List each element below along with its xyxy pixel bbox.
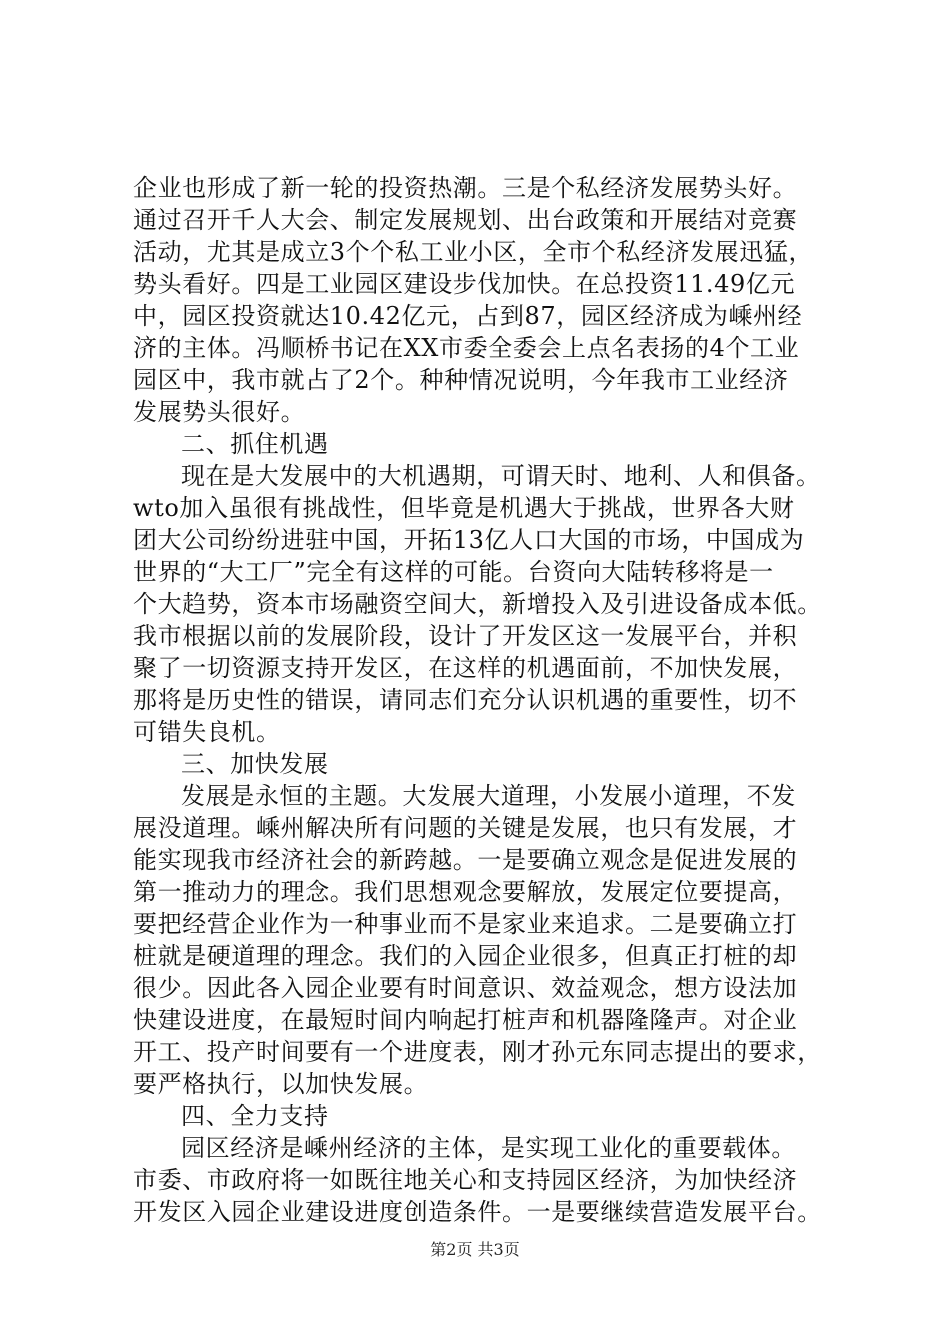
text-line: 团大公司纷纷进驻中国，开拓13亿人口大国的市场，中国成为 [133, 526, 805, 554]
text-line: 市委、市政府将一如既往地关心和支持园区经济，为加快经济 [133, 1166, 798, 1194]
text-line: 很少。因此各入园企业要有时间意识、效益观念，想方设法加 [133, 974, 798, 1002]
text-line: 个大趋势，资本市场融资空间大，新增投入及引进设备成本低。 [133, 590, 822, 618]
text-line: wto加入虽很有挑战性，但毕竟是机遇大于挑战，世界各大财 [133, 494, 795, 522]
text-line: 二、抓住机遇 [181, 430, 329, 458]
text-line: 世界的“大工厂”完全有这样的可能。台资向大陆转移将是一 [133, 558, 774, 586]
text-line: 第一推动力的理念。我们思想观念要解放，发展定位要提高， [133, 878, 798, 906]
page-footer: 第2页 共3页 [430, 1240, 520, 1259]
text-line: 开工、投产时间要有一个进度表，刚才孙元东同志提出的要求， [133, 1038, 822, 1066]
text-line: 发展是永恒的主题。大发展大道理，小发展小道理，不发 [181, 782, 796, 810]
text-line: 我市根据以前的发展阶段，设计了开发区这一发展平台，并积 [133, 622, 798, 650]
text-line: 展没道理。嵊州解决所有问题的关键是发展，也只有发展，才 [133, 814, 798, 842]
text-line: 通过召开千人大会、制定发展规划、出台政策和开展结对竞赛 [133, 206, 798, 234]
text-line: 可错失良机。 [133, 718, 281, 746]
text-line: 势头看好。四是工业园区建设步伐加快。在总投资11.49亿元 [133, 270, 796, 298]
text-line: 中，园区投资就达10.42亿元，占到87，园区经济成为嵊州经 [133, 302, 803, 330]
text-line: 三、加快发展 [181, 750, 329, 778]
document-body [133, 172, 829, 1228]
text-line: 要把经营企业作为一种事业而不是家业来追求。二是要确立打 [133, 910, 798, 938]
text-line: 开发区入园企业建设进度创造条件。一是要继续营造发展平台。 [133, 1198, 822, 1226]
text-line: 四、全力支持 [181, 1102, 329, 1130]
text-line: 那将是历史性的错误，请同志们充分认识机遇的重要性，切不 [133, 686, 798, 714]
text-line: 现在是大发展中的大机遇期，可谓天时、地利、人和俱备。 [181, 462, 821, 490]
text-line: 要严格执行，以加快发展。 [133, 1070, 429, 1098]
text-line: 济的主体。冯顺桥书记在XX市委全委会上点名表扬的4个工业 [133, 334, 800, 362]
text-line: 活动，尤其是成立3个个私工业小区，全市个私经济发展迅猛， [133, 238, 814, 266]
text-line: 园区中，我市就占了2个。种种情况说明，今年我市工业经济 [133, 366, 789, 394]
text-line: 发展势头很好。 [133, 398, 306, 426]
text-line: 桩就是硬道理的理念。我们的入园企业很多，但真正打桩的却 [133, 942, 798, 970]
text-line: 企业也形成了新一轮的投资热潮。三是个私经济发展势头好。 [133, 174, 798, 202]
text-line: 快建设进度，在最短时间内响起打桩声和机器隆隆声。对企业 [133, 1006, 798, 1034]
text-line: 能实现我市经济社会的新跨越。一是要确立观念是促进发展的 [133, 846, 798, 874]
text-line: 聚了一切资源支持开发区，在这样的机遇面前，不加快发展， [133, 654, 798, 682]
text-line: 园区经济是嵊州经济的主体，是实现工业化的重要载体。 [181, 1134, 796, 1162]
